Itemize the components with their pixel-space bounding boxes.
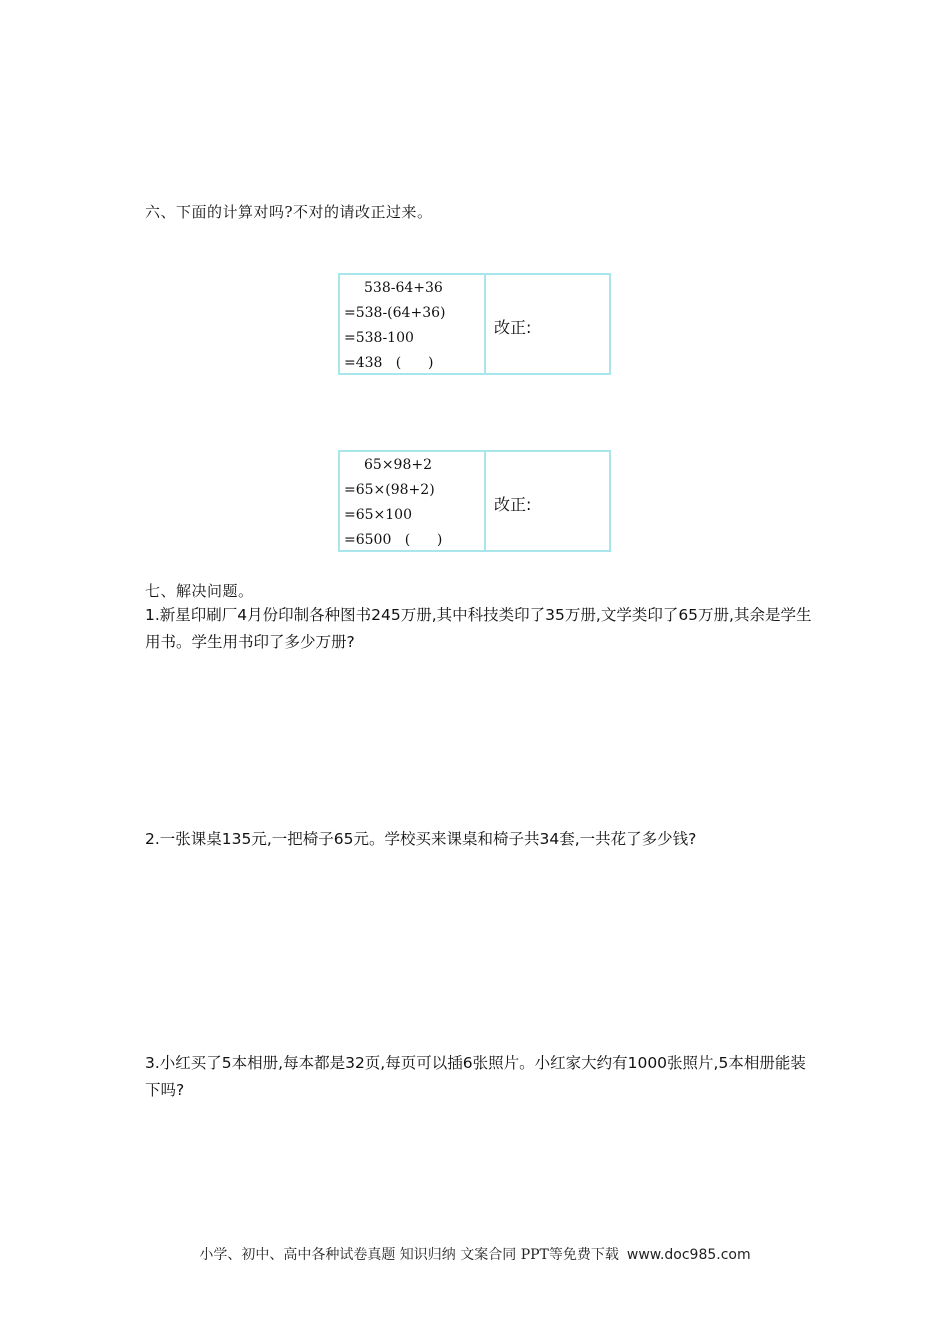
calc-line: 65×98+2 xyxy=(364,457,432,473)
calc-line: =538-(64+36) xyxy=(344,305,446,321)
calc-line: =438 ( ) xyxy=(344,355,434,371)
calc-steps-2 xyxy=(340,452,486,550)
correction-label: 改正: xyxy=(494,318,532,337)
calc-line: =65×100 xyxy=(344,507,412,523)
problem-2: 2.一张课桌135元,一把椅子65元。学校买来课桌和椅子共34套,一共花了多少钱? xyxy=(145,830,697,848)
problem-3: 3.小红买了5本相册,每本都是32页,每页可以插6张照片。小红家大约有1000张照片,5本相册能装下吗? xyxy=(145,1054,806,1099)
calc-steps-1 xyxy=(340,275,486,373)
calc-table-1 xyxy=(338,273,611,375)
calc-table-2 xyxy=(338,450,611,552)
calc-line: =65×(98+2) xyxy=(344,482,435,498)
calc-line: 538-64+36 xyxy=(364,280,443,296)
calc-line: =538-100 xyxy=(344,330,414,346)
page-footer xyxy=(0,1244,950,1264)
section-6-heading: 六、下面的计算对吗?不对的请改正过来。 xyxy=(145,203,433,221)
footer-text: 小学、初中、高中各种试卷真题 知识归纳 文案合同 PPT等免费下载 xyxy=(199,1247,619,1263)
correction-cell-1[interactable] xyxy=(486,275,609,373)
correction-label: 改正: xyxy=(494,495,532,514)
section-7-heading: 七、解决问题。 xyxy=(145,582,254,600)
footer-url[interactable]: www.doc985.com xyxy=(626,1247,751,1263)
problem-1: 1.新星印刷厂4月份印制各种图书245万册,其中科技类印了35万册,文学类印了65万册,其余是学生用书。学生用书印了多少万册? xyxy=(145,606,812,651)
calc-line: =6500 ( ) xyxy=(344,532,443,548)
correction-cell-2[interactable] xyxy=(486,452,609,550)
